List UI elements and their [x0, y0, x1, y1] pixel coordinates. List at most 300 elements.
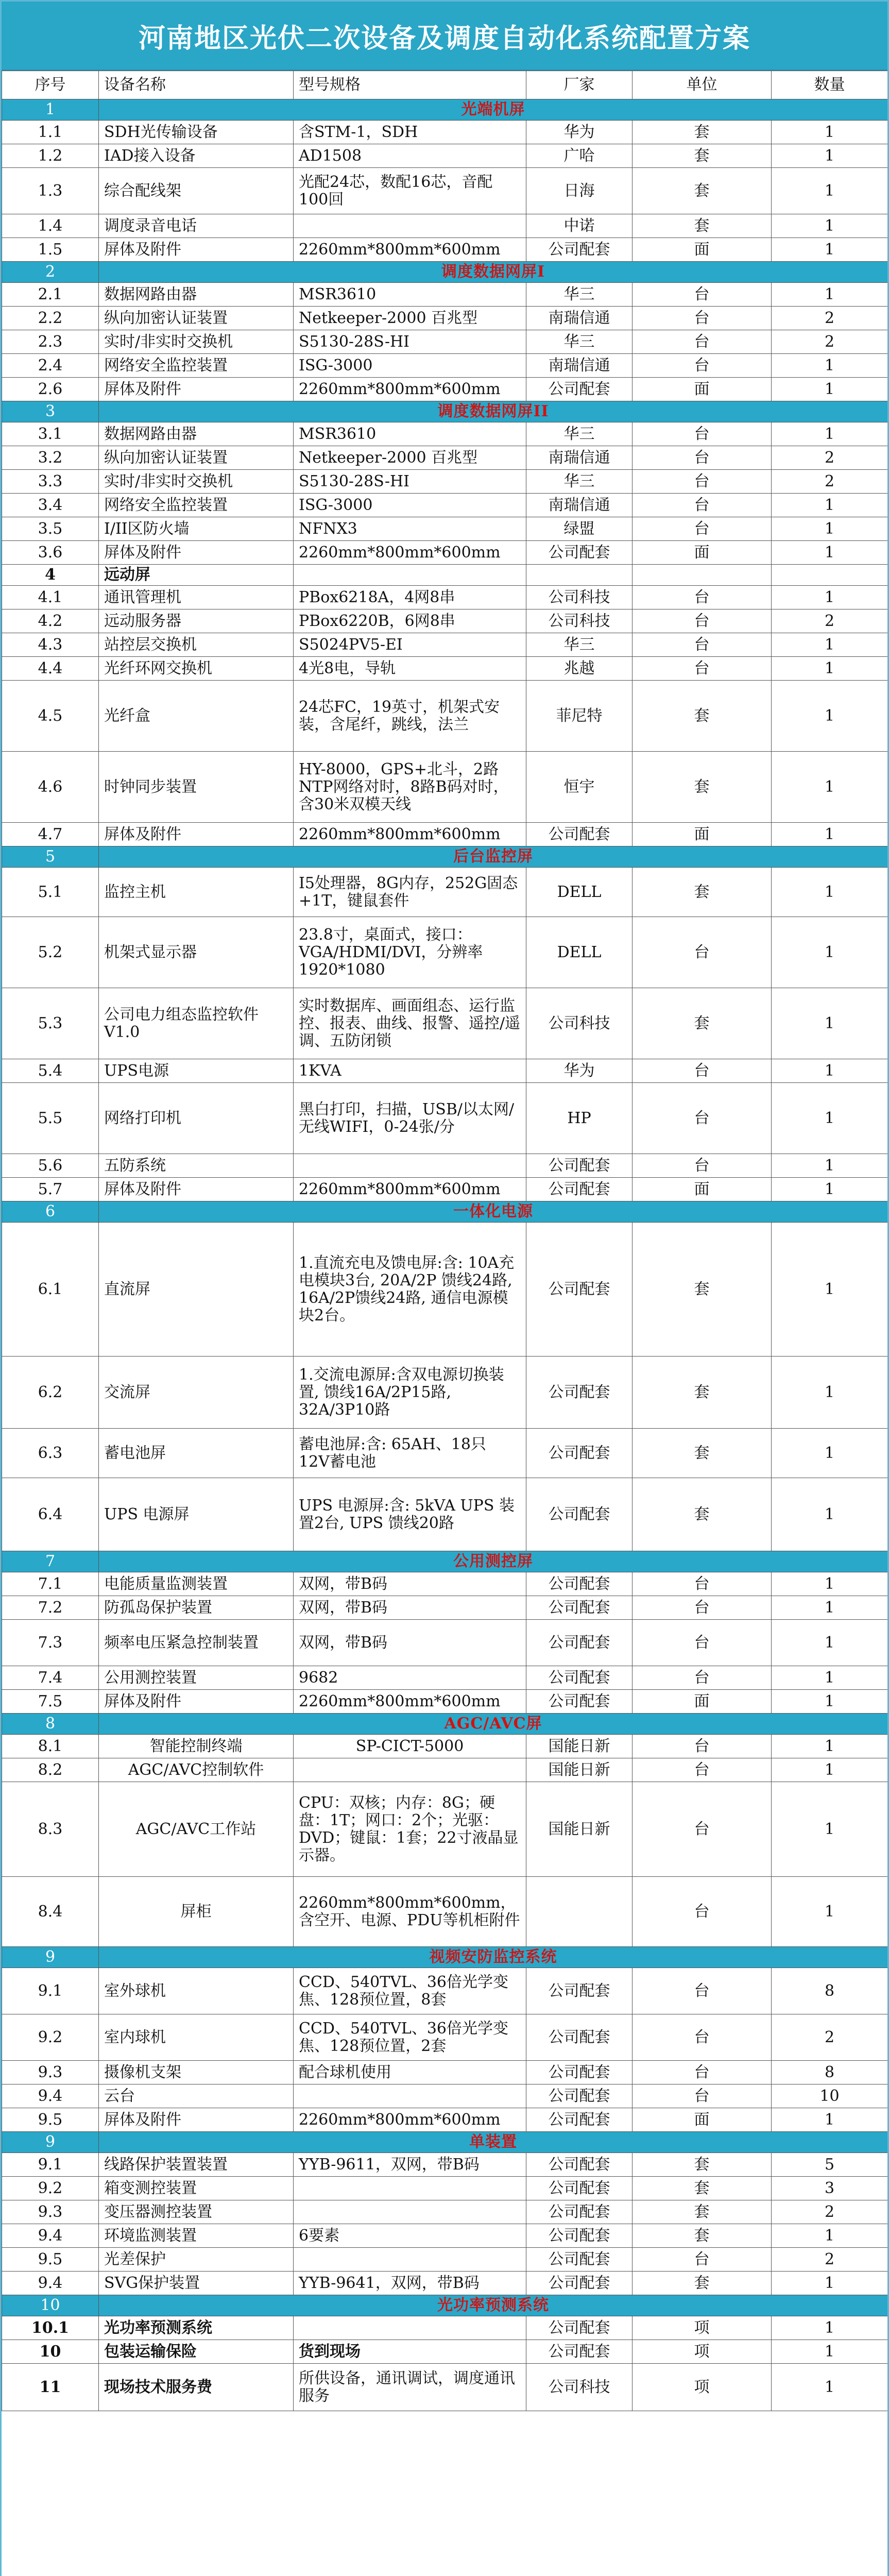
cell-model: HY-8000，GPS+北斗，2路NTP网络对时，8路B码对时，含30米双模天线 [294, 752, 526, 823]
cell-qty: 10 [772, 2084, 888, 2108]
cell-maker: 公司配套 [526, 2316, 632, 2340]
table-row [2, 2153, 888, 2177]
cell-seq: 1.5 [2, 238, 99, 262]
cell-unit: 台 [632, 283, 772, 307]
cell-model: S5130-28S-HI [294, 330, 526, 354]
table-row [2, 1690, 888, 1714]
cell-name: 综合配线架 [99, 168, 294, 214]
cell-model: 2260mm*800mm*600mm [294, 1690, 526, 1714]
cell-name: 站控层交换机 [99, 633, 294, 657]
cell-qty: 1 [772, 681, 888, 752]
cell-unit: 台 [632, 2014, 772, 2061]
cell-qty: 1 [772, 1429, 888, 1478]
cell-name: 公司电力组态监控软件V1.0 [99, 988, 294, 1059]
table-row [2, 307, 888, 330]
cell-unit: 台 [632, 422, 772, 446]
cell-seq: 1.2 [2, 144, 99, 168]
cell-name: 时钟同步装置 [99, 752, 294, 823]
cell-unit: 台 [632, 1735, 772, 1758]
cell-name: 屏体及附件 [99, 238, 294, 262]
cell-model: 4光8电，导轨 [294, 657, 526, 681]
table-row [2, 121, 888, 144]
cell-maker: 华三 [526, 633, 632, 657]
cell-unit: 套 [632, 1429, 772, 1478]
cell-name: 纵向加密认证装置 [99, 446, 294, 470]
cell-seq: 8.1 [2, 1735, 99, 1758]
cell-model [294, 2316, 526, 2340]
cell-unit: 台 [632, 517, 772, 541]
cell-qty: 1 [772, 214, 888, 238]
cell-qty: 1 [772, 1083, 888, 1154]
cell-seq: 9.4 [2, 2224, 99, 2248]
cell-maker: 南瑞信通 [526, 307, 632, 330]
cell-model: Netkeeper-2000 百兆型 [294, 307, 526, 330]
cell-unit: 项 [632, 2364, 772, 2411]
table-row [2, 168, 888, 214]
section-header-row [2, 565, 888, 586]
cell-maker: 公司科技 [526, 609, 632, 633]
section-number: 6 [2, 1201, 99, 1223]
section-number: 8 [2, 1714, 99, 1735]
cell-unit: 面 [632, 1178, 772, 1201]
cell-model: 1.交流电源屏:含双电源切换装置, 馈线16A/2P15路, 32A/3P10路 [294, 1357, 526, 1429]
cell-seq: 5.2 [2, 917, 99, 988]
cell-seq: 6.1 [2, 1223, 99, 1357]
cell-unit: 台 [632, 1596, 772, 1620]
cell-name: 包装运输保险 [99, 2340, 294, 2364]
cell-qty: 1 [772, 541, 888, 565]
cell-name: 数据网路由器 [99, 422, 294, 446]
cell-maker: 公司配套 [526, 2272, 632, 2295]
section-header-row [2, 262, 888, 283]
header-qty: 数量 [772, 71, 888, 99]
table-row [2, 633, 888, 657]
section-empty-cell [526, 565, 632, 586]
cell-seq: 8.2 [2, 1758, 99, 1782]
cell-model: PBox6218A，4网8串 [294, 586, 526, 609]
cell-name: 实时/非实时交换机 [99, 330, 294, 354]
cell-name: UPS电源 [99, 1059, 294, 1083]
cell-model: 2260mm*800mm*600mm [294, 541, 526, 565]
cell-qty: 1 [772, 752, 888, 823]
section-number: 4 [2, 565, 99, 586]
cell-qty: 1 [772, 1666, 888, 1690]
cell-name: 现场技术服务费 [99, 2364, 294, 2411]
cell-maker: 广哈 [526, 144, 632, 168]
cell-maker: 公司配套 [526, 1154, 632, 1178]
cell-model: MSR3610 [294, 283, 526, 307]
cell-unit: 面 [632, 2108, 772, 2132]
cell-model: S5024PV5-EI [294, 633, 526, 657]
cell-model [294, 2200, 526, 2224]
cell-maker: 南瑞信通 [526, 494, 632, 517]
cell-name: 交流屏 [99, 1357, 294, 1429]
cell-qty: 1 [772, 988, 888, 1059]
table-row [2, 214, 888, 238]
cell-name: I/II区防火墙 [99, 517, 294, 541]
cell-model: MSR3610 [294, 422, 526, 446]
cell-name: 光纤盒 [99, 681, 294, 752]
cell-unit: 套 [632, 121, 772, 144]
cell-maker: 公司配套 [526, 1572, 632, 1596]
cell-unit: 台 [632, 2084, 772, 2108]
cell-name: 屏体及附件 [99, 823, 294, 846]
table-row [2, 2061, 888, 2084]
table-row [2, 283, 888, 307]
cell-seq: 3.1 [2, 422, 99, 446]
cell-model: 1.直流充电及馈电屏:含: 10A充电模块3台, 20A/2P 馈线24路, 16A/2P馈线24路, 通信电源模块2台。 [294, 1223, 526, 1357]
cell-qty: 1 [772, 1735, 888, 1758]
cell-maker: 公司配套 [526, 1178, 632, 1201]
cell-unit: 面 [632, 1690, 772, 1714]
table-row [2, 1059, 888, 1083]
cell-seq: 4.3 [2, 633, 99, 657]
cell-model: AD1508 [294, 144, 526, 168]
section-header-row [2, 2132, 888, 2153]
cell-qty: 1 [772, 2224, 888, 2248]
cell-name: 频率电压紧急控制装置 [99, 1620, 294, 1666]
cell-maker: 公司配套 [526, 823, 632, 846]
section-title: 视频安防监控系统 [99, 1947, 888, 1968]
table-row [2, 2364, 888, 2411]
cell-model: 24芯FC，19英寸，机架式安装，含尾纤，跳线，法兰 [294, 681, 526, 752]
cell-model: NFNX3 [294, 517, 526, 541]
table-row [2, 2272, 888, 2295]
cell-qty: 2 [772, 446, 888, 470]
cell-unit: 台 [632, 1572, 772, 1596]
cell-unit: 套 [632, 1478, 772, 1551]
cell-model [294, 2248, 526, 2272]
section-header-row [2, 1714, 888, 1735]
cell-model [294, 2084, 526, 2108]
cell-maker: DELL [526, 868, 632, 917]
cell-name: 屏体及附件 [99, 541, 294, 565]
cell-seq: 9.4 [2, 2084, 99, 2108]
section-number: 2 [2, 262, 99, 283]
cell-unit: 台 [632, 2061, 772, 2084]
cell-model: 蓄电池屏:含: 65AH、18只 12V蓄电池 [294, 1429, 526, 1478]
cell-qty: 1 [772, 1178, 888, 1201]
table-row [2, 609, 888, 633]
cell-maker: 国能日新 [526, 1758, 632, 1782]
cell-seq: 9.1 [2, 1968, 99, 2014]
cell-maker: 南瑞信通 [526, 446, 632, 470]
cell-name: 通讯管理机 [99, 586, 294, 609]
cell-unit: 套 [632, 868, 772, 917]
cell-model: 双网，带B码 [294, 1596, 526, 1620]
table-row [2, 2200, 888, 2224]
cell-maker: 公司配套 [526, 2177, 632, 2200]
cell-qty: 1 [772, 1059, 888, 1083]
cell-seq: 11 [2, 2364, 99, 2411]
cell-qty: 1 [772, 1154, 888, 1178]
cell-seq: 4.6 [2, 752, 99, 823]
table-row [2, 657, 888, 681]
cell-model: CCD、540TVL、36倍光学变焦、128预位置，2套 [294, 2014, 526, 2061]
cell-unit: 台 [632, 633, 772, 657]
cell-model [294, 1154, 526, 1178]
cell-maker: 华三 [526, 470, 632, 494]
cell-qty: 1 [772, 917, 888, 988]
table-row [2, 517, 888, 541]
cell-seq: 4.7 [2, 823, 99, 846]
cell-unit: 面 [632, 378, 772, 401]
cell-qty: 1 [772, 868, 888, 917]
table-row [2, 494, 888, 517]
cell-qty: 1 [772, 1782, 888, 1877]
cell-unit: 台 [632, 1083, 772, 1154]
cell-qty: 1 [772, 422, 888, 446]
cell-maker: 华为 [526, 1059, 632, 1083]
cell-name: 屏体及附件 [99, 378, 294, 401]
cell-maker: 华为 [526, 121, 632, 144]
cell-unit: 台 [632, 1782, 772, 1877]
cell-qty: 3 [772, 2177, 888, 2200]
cell-name: 箱变测控装置 [99, 2177, 294, 2200]
table-row [2, 1357, 888, 1429]
equipment-table [2, 71, 888, 2411]
cell-model: YYB-9641，双网，带B码 [294, 2272, 526, 2295]
cell-model: PBox6220B，6网8串 [294, 609, 526, 633]
cell-maker: 公司配套 [526, 2224, 632, 2248]
cell-maker: 日海 [526, 168, 632, 214]
cell-model: YYB-9611，双网，带B码 [294, 2153, 526, 2177]
cell-qty: 1 [772, 1572, 888, 1596]
cell-qty: 1 [772, 494, 888, 517]
cell-seq: 7.2 [2, 1596, 99, 1620]
table-row [2, 1572, 888, 1596]
table-row [2, 1478, 888, 1551]
section-title: AGC/AVC屏 [99, 1714, 888, 1735]
cell-qty: 1 [772, 633, 888, 657]
cell-model: 23.8寸，桌面式，接口：VGA/HDMI/DVI，分辨率1920*1080 [294, 917, 526, 988]
cell-unit: 台 [632, 657, 772, 681]
cell-name: 远动服务器 [99, 609, 294, 633]
section-number: 1 [2, 99, 99, 121]
cell-qty: 1 [772, 2108, 888, 2132]
cell-model: CCD、540TVL、36倍光学变焦、128预位置，8套 [294, 1968, 526, 2014]
cell-unit: 台 [632, 1059, 772, 1083]
table-row [2, 330, 888, 354]
table-row [2, 1154, 888, 1178]
cell-maker: 公司配套 [526, 378, 632, 401]
cell-unit: 台 [632, 494, 772, 517]
cell-seq: 5.6 [2, 1154, 99, 1178]
cell-maker: 公司配套 [526, 2061, 632, 2084]
cell-model: CPU：双核；内存：8G；硬盘：1T；网口：2个；光驱：DVD；键鼠：1套；22寸液晶显示器。 [294, 1782, 526, 1877]
table-row [2, 681, 888, 752]
cell-qty: 1 [772, 168, 888, 214]
cell-unit: 台 [632, 446, 772, 470]
cell-unit: 台 [632, 330, 772, 354]
cell-unit: 台 [632, 1666, 772, 1690]
cell-model [294, 214, 526, 238]
cell-name: 变压器测控装置 [99, 2200, 294, 2224]
cell-maker: 恒宇 [526, 752, 632, 823]
cell-maker: 国能日新 [526, 1782, 632, 1877]
cell-maker: 南瑞信通 [526, 354, 632, 378]
cell-seq: 2.4 [2, 354, 99, 378]
cell-maker: 中诺 [526, 214, 632, 238]
cell-name: 光纤环网交换机 [99, 657, 294, 681]
cell-seq: 10.1 [2, 2316, 99, 2340]
cell-unit: 台 [632, 1758, 772, 1782]
cell-maker: 公司配套 [526, 1357, 632, 1429]
section-empty-cell [772, 565, 888, 586]
table-row [2, 917, 888, 988]
cell-unit: 面 [632, 541, 772, 565]
cell-seq: 4.4 [2, 657, 99, 681]
cell-model: 光配24芯，数配16芯，音配100回 [294, 168, 526, 214]
cell-seq: 3.2 [2, 446, 99, 470]
section-header-row [2, 401, 888, 422]
cell-qty: 2 [772, 2248, 888, 2272]
cell-seq: 7.1 [2, 1572, 99, 1596]
cell-model: 双网，带B码 [294, 1620, 526, 1666]
cell-seq: 1.3 [2, 168, 99, 214]
table-row [2, 1758, 888, 1782]
cell-model: I5处理器，8G内存，252G固态+1T，键鼠套件 [294, 868, 526, 917]
cell-seq: 2.6 [2, 378, 99, 401]
cell-maker: 公司配套 [526, 541, 632, 565]
cell-qty: 1 [772, 2316, 888, 2340]
cell-qty: 8 [772, 1968, 888, 2014]
cell-name: 屏体及附件 [99, 1178, 294, 1201]
cell-qty: 1 [772, 1758, 888, 1782]
cell-seq: 5.4 [2, 1059, 99, 1083]
table-row [2, 823, 888, 846]
cell-maker: 兆越 [526, 657, 632, 681]
cell-unit: 台 [632, 917, 772, 988]
cell-qty: 1 [772, 1690, 888, 1714]
cell-unit: 套 [632, 144, 772, 168]
cell-seq: 7.5 [2, 1690, 99, 1714]
cell-maker: 公司配套 [526, 1596, 632, 1620]
section-number: 9 [2, 1947, 99, 1968]
cell-qty: 1 [772, 238, 888, 262]
section-empty-cell [632, 565, 772, 586]
cell-name: 网络安全监控装置 [99, 494, 294, 517]
cell-unit: 套 [632, 988, 772, 1059]
table-header-row [2, 71, 888, 99]
cell-seq: 5.3 [2, 988, 99, 1059]
table-row [2, 422, 888, 446]
table-row [2, 2177, 888, 2200]
cell-unit: 面 [632, 238, 772, 262]
cell-unit: 台 [632, 609, 772, 633]
cell-qty: 1 [772, 2340, 888, 2364]
cell-unit: 台 [632, 354, 772, 378]
cell-seq: 3.5 [2, 517, 99, 541]
cell-maker: 公司配套 [526, 2248, 632, 2272]
cell-name: 光差保护 [99, 2248, 294, 2272]
cell-maker: 公司配套 [526, 1429, 632, 1478]
cell-name: 线路保护装置装置 [99, 2153, 294, 2177]
cell-name: 摄像机支架 [99, 2061, 294, 2084]
table-row [2, 868, 888, 917]
cell-unit: 套 [632, 752, 772, 823]
table-row [2, 1596, 888, 1620]
section-empty-cell [294, 565, 526, 586]
cell-qty: 1 [772, 517, 888, 541]
cell-seq: 9.4 [2, 2272, 99, 2295]
cell-model: 货到现场 [294, 2340, 526, 2364]
cell-qty: 5 [772, 2153, 888, 2177]
cell-seq: 5.1 [2, 868, 99, 917]
cell-unit: 套 [632, 2177, 772, 2200]
cell-qty: 1 [772, 1877, 888, 1947]
cell-model: 2260mm*800mm*600mm [294, 823, 526, 846]
cell-qty: 1 [772, 2272, 888, 2295]
cell-qty: 2 [772, 2200, 888, 2224]
cell-unit: 台 [632, 470, 772, 494]
cell-maker: 公司配套 [526, 2153, 632, 2177]
cell-seq: 2.2 [2, 307, 99, 330]
section-title: 光功率预测系统 [99, 2295, 888, 2316]
cell-unit: 套 [632, 681, 772, 752]
cell-qty: 2 [772, 307, 888, 330]
cell-unit: 台 [632, 1620, 772, 1666]
cell-qty: 1 [772, 823, 888, 846]
cell-unit: 套 [632, 2272, 772, 2295]
section-header-row [2, 2295, 888, 2316]
cell-unit: 台 [632, 1877, 772, 1947]
cell-model: 1KVA [294, 1059, 526, 1083]
cell-unit: 面 [632, 823, 772, 846]
cell-name: 网络打印机 [99, 1083, 294, 1154]
section-title: 一体化电源 [99, 1201, 888, 1223]
table-row [2, 354, 888, 378]
header-unit: 单位 [632, 71, 772, 99]
table-body [2, 99, 888, 2411]
section-number: 9 [2, 2132, 99, 2153]
cell-model: 含STM-1，SDH [294, 121, 526, 144]
section-header-row [2, 1201, 888, 1223]
table-row [2, 238, 888, 262]
table-row [2, 1223, 888, 1357]
cell-name: 直流屏 [99, 1223, 294, 1357]
cell-name: 智能控制终端 [99, 1735, 294, 1758]
cell-maker: 公司配套 [526, 2108, 632, 2132]
table-row [2, 2108, 888, 2132]
cell-qty: 1 [772, 586, 888, 609]
cell-seq: 8.4 [2, 1877, 99, 1947]
cell-qty: 1 [772, 144, 888, 168]
cell-seq: 3.3 [2, 470, 99, 494]
cell-name: AGC/AVC工作站 [99, 1782, 294, 1877]
section-number: 3 [2, 401, 99, 422]
cell-seq: 2.3 [2, 330, 99, 354]
cell-seq: 3.6 [2, 541, 99, 565]
cell-maker: DELL [526, 917, 632, 988]
cell-unit: 台 [632, 1968, 772, 2014]
cell-model: ISG-3000 [294, 494, 526, 517]
cell-qty: 1 [772, 1357, 888, 1429]
cell-name: 室外球机 [99, 1968, 294, 2014]
cell-model [294, 2177, 526, 2200]
section-number: 5 [2, 846, 99, 868]
cell-maker: 公司配套 [526, 2340, 632, 2364]
section-title: 公用测控屏 [99, 1551, 888, 1572]
cell-qty: 1 [772, 1596, 888, 1620]
cell-model: 黑白打印，扫描，USB/以太网/无线WIFI，0-24张/分 [294, 1083, 526, 1154]
cell-qty: 2 [772, 609, 888, 633]
section-header-row [2, 846, 888, 868]
table-row [2, 988, 888, 1059]
cell-unit: 套 [632, 1357, 772, 1429]
cell-model: 2260mm*800mm*600mm，含空开、电源、PDU等机柜附件 [294, 1877, 526, 1947]
page-title: 河南地区光伏二次设备及调度自动化系统配置方案 [2, 2, 887, 71]
